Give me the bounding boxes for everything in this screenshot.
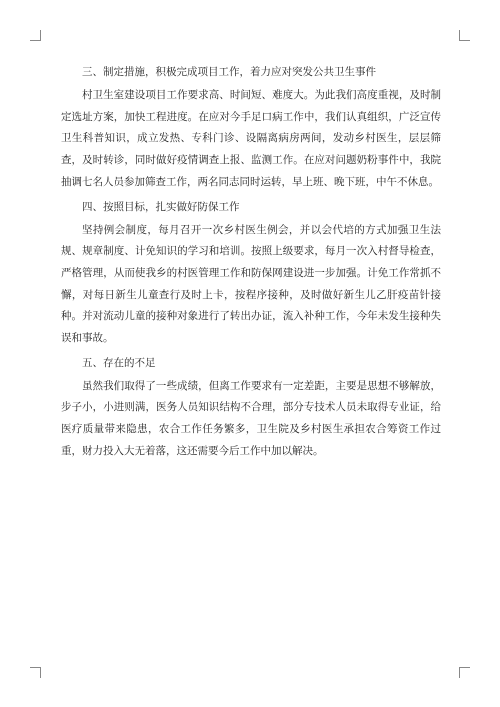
document-body [61,65,441,469]
section-heading-4: 四、按照目标，扎实做好防保工作 [82,200,240,213]
section-paragraph-4: 坚持例会制度，每月召开一次乡村医生例会，并以会代培的方式加强卫生法规、规章制度、计免知识的学习和培训。按照上级要求，每月一次入村督导检查，严格管理，从而使我乡的村医管理工作和防保网建设进一步加强。计免工作常抓不懈，对每日新生儿童查行及时上卡，按程序接种，及时做好新生儿乙肝疫苗针接种。并对流动儿童的接种对象进行了转出办证，流入补种工作，今年未发生接种失误和事故。 [61,223,441,345]
section-heading-5: 五、存在的不足 [82,356,156,369]
crop-mark-top-right [459,30,470,41]
crop-mark-bottom-left [30,667,41,678]
crop-mark-top-left [30,30,41,41]
section-heading-3: 三、制定措施，积极完成项目工作，着力应对突发公共卫生事件 [82,66,376,78]
section-paragraph-5: 虽然我们取得了一些成绩，但离工作要求有一定差距，主要是思想不够解放，步子小，小进则满，医务人员知识结构不合理，部分专技术人员未取得专业证，给医疗质量带来隐患，农合工作任务繁多，卫生院及乡村医生承担农合筹资工作过重，财力投入大无着落，这还需要今后工作中加以解决。 [61,379,441,457]
crop-mark-bottom-right [459,667,470,678]
section-paragraph-3: 村卫生室建设项目工作要求高、时间短、难度大。为此我们高度重视，及时制定选址方案，加快工程进度。在应对今手足口病工作中，我们认真组织，广泛宣传卫生科普知识，成立发热、专科门诊、设隔离病房两间，发动乡村医生，层层筛查，及时转诊，同时做好疫情调查上报、监测工作。在应对问题奶粉事件中，我院抽调七名人员参加筛查工作，两名同志同时运转，早上班、晚下班，中午不休息。 [61,89,441,188]
